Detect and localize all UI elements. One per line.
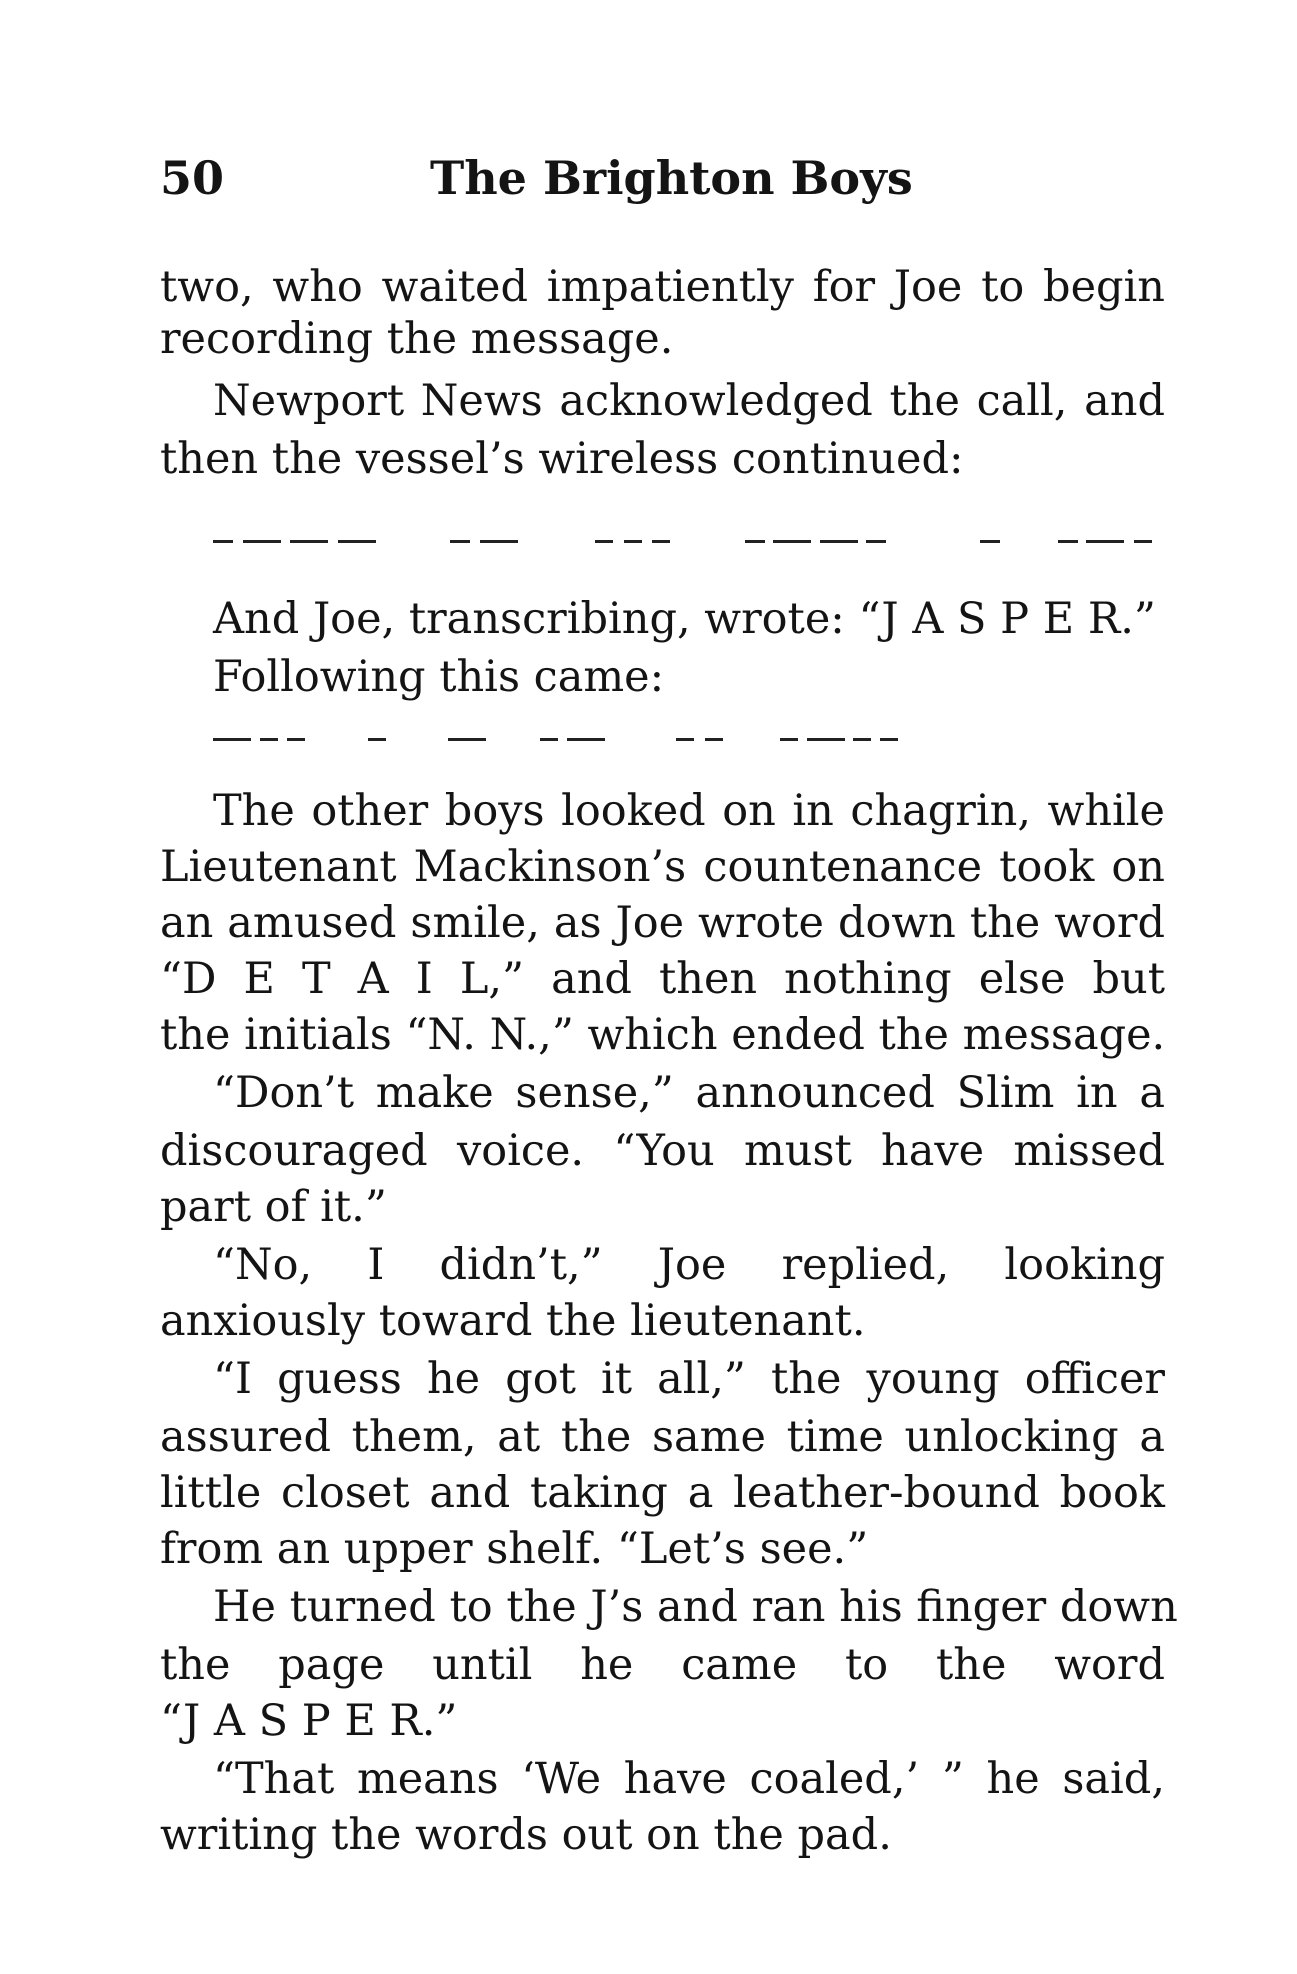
- text-line: discouraged voice. “You must have missed: [160, 1126, 1165, 1176]
- text-line: then the vessel’s wireless continued:: [160, 434, 964, 484]
- text-line: “I guess he got it all,” the young officer: [213, 1354, 1165, 1404]
- page-number: 50: [160, 151, 225, 205]
- text-line: “D E T A I L,” and then nothing else but: [160, 954, 1165, 1004]
- text-line: “That means ‘We have coaled,’ ” he said,: [213, 1754, 1165, 1804]
- text-line: two, who waited impatiently for Joe to begin: [160, 262, 1165, 312]
- text-line: “No, I didn’t,” Joe replied, looking: [213, 1240, 1165, 1290]
- morse-pattern-1: [1185, 540, 1186, 541]
- text-line: from an upper shelf. “Let’s see.”: [160, 1524, 869, 1574]
- text-line: part of it.”: [160, 1182, 387, 1232]
- text-line: Following this came:: [213, 652, 665, 702]
- text-line: “J A S P E R.”: [160, 1696, 458, 1746]
- book-title: The Brighton Boys: [430, 151, 913, 205]
- morse-pattern-2: [1185, 738, 1186, 739]
- text-line: an amused smile, as Joe wrote down the word: [160, 898, 1165, 948]
- text-line: The other boys looked on in chagrin, while: [213, 786, 1165, 836]
- text-line: And Joe, transcribing, wrote: “J A S P E R.”: [213, 594, 1156, 644]
- text-line: “Don’t make sense,” announced Slim in a: [213, 1068, 1165, 1118]
- text-line: Lieutenant Mackinson’s countenance took on: [160, 842, 1165, 892]
- morse-word-2: [1190, 738, 1191, 739]
- text-line: anxiously toward the lieutenant.: [160, 1296, 866, 1346]
- text-line: recording the message.: [160, 314, 674, 364]
- text-line: little closet and taking a leather-bound book: [160, 1468, 1165, 1518]
- text-line: the page until he came to the word: [160, 1640, 1165, 1690]
- text-line: Newport News acknowledged the call, and: [213, 376, 1165, 426]
- morse-word-1: [1190, 540, 1191, 541]
- text-line: assured them, at the same time unlocking a: [160, 1412, 1165, 1462]
- text-line: He turned to the J’s and ran his finger down: [213, 1582, 1178, 1632]
- text-line: writing the words out on the pad.: [160, 1810, 892, 1860]
- text-line: the initials “N. N.,” which ended the message.: [160, 1010, 1166, 1060]
